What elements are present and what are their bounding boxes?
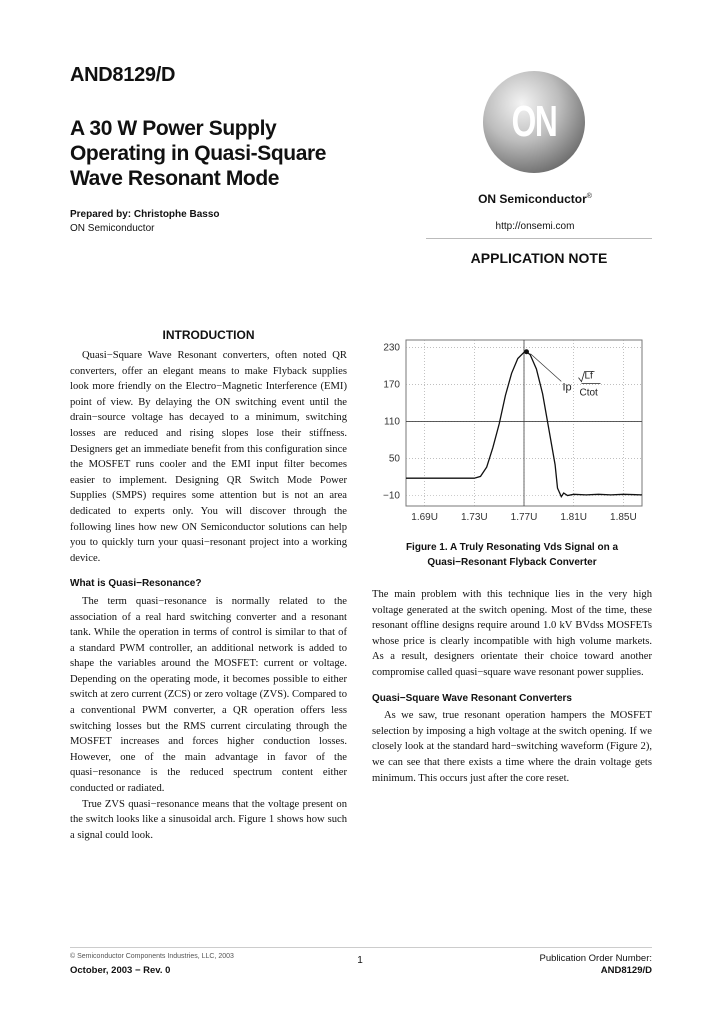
figure-1-chart — [372, 334, 652, 535]
right-column — [372, 587, 652, 786]
y-tick-label: 170 — [383, 379, 400, 391]
quasi-resonance-paragraph: The term quasi−resonance is normally related to the association of a real hard switching converter and a resonant tank. While the operation in terms of control is similar to that of a standard PWM controller, an additional network is added to shape the variables around the MOSFET: current or voltage. Depending on the operating mode, it becomes possible to either switch at zero current (ZCS) or zero voltage (ZVS). Compared to a conventional PWM converter, a QR operation offers less switching losses but the RMS current circulating through the MOSFET increases and forces higher conduction losses. However, one of the main advantage in favor of the quasi−resonance is the reduced spectrum content either conducted or radiated. — [70, 595, 347, 795]
peak-marker — [524, 349, 529, 354]
on-logo — [483, 71, 585, 173]
right-intro-paragraph: The main problem with this technique lies in the very high voltage generated at the switch opening. Most of the time, these resonant offline designs require around 1.0 kV BVdss MOSFETs whose price is clearly incompatible with high volume markets. As a result, designers orientate their choice toward another compromise called quasi−square wave resonant power supplies. — [372, 589, 652, 678]
x-tick-label: 1.69U — [411, 512, 438, 523]
quasi-resonance-paragraph: True ZVS quasi−resonance means that the voltage present on the switch looks like a sinusoidal arch. Figure 1 shows how such a signal could look. — [70, 798, 347, 841]
formula-ctot: Ctot — [579, 387, 598, 399]
author-company: ON Semiconductor — [70, 223, 155, 234]
formula-lf: Lf — [584, 370, 593, 382]
registered-mark: ® — [586, 193, 592, 200]
footer-divider — [70, 947, 652, 948]
x-tick-label: 1.85U — [610, 512, 637, 523]
publication-number: AND8129/D — [600, 965, 652, 976]
title-line: A 30 W Power Supply — [70, 117, 277, 140]
qsw-converters-paragraph: As we saw, true resonant operation hampers the MOSFET selection by imposing a high voltage at the switch opening. If we closely look at the standard hard−switching waveform (Figure 2), we can see that there exists a time where the drain voltage gets minimum. This occurs just after the core reset. — [372, 710, 652, 784]
x-tick-label: 1.81U — [560, 512, 588, 523]
document-number: AND8129/D — [70, 64, 176, 86]
introduction-heading: INTRODUCTION — [162, 328, 255, 342]
author-name: Christophe Basso — [133, 209, 220, 220]
publication-label: Publication Order Number: — [539, 953, 652, 964]
y-tick-label: −10 — [383, 490, 400, 502]
caption-line: Quasi−Resonant Flyback Converter — [427, 557, 597, 568]
website-link[interactable]: http://onsemi.com — [495, 221, 575, 232]
prepared-label: Prepared by: — [70, 209, 132, 220]
quasi-resonance-heading: What is Quasi−Resonance? — [70, 578, 202, 590]
vds-waveform-chart — [372, 334, 652, 530]
figure-1-caption — [372, 540, 652, 570]
caption-line: Figure 1. A Truly Resonating Vds Signal on a — [405, 542, 619, 553]
document-type: APPLICATION NOTE — [470, 250, 608, 266]
formula-ip: Ip — [562, 381, 572, 394]
y-tick-label: 110 — [384, 416, 400, 428]
company-name-text: ON Semiconductor — [478, 192, 587, 206]
left-column — [70, 348, 347, 843]
x-tick-label: 1.73U — [460, 512, 488, 523]
x-tick-label: 1.77U — [510, 512, 538, 523]
divider — [426, 238, 652, 239]
company-name — [440, 192, 630, 206]
logo-text: ON — [511, 97, 557, 146]
y-tick-label: 230 — [383, 342, 400, 354]
title-line: Wave Resonant Mode — [70, 167, 280, 190]
page-number: 1 — [357, 955, 363, 966]
author-block — [70, 208, 220, 236]
qsw-converters-heading: Quasi−Square Wave Resonant Converters — [372, 692, 572, 704]
introduction-paragraph: Quasi−Square Wave Resonant converters, often noted QR converters, offer an elegant means to make Flyback supplies look more friendly on the Electro−Magnetic Interference (EMI) point of view. By delaying the ON switching event until the drain−source voltage has decayed to a minimum, switching losses are reduced and rising slopes lose their stiffness. Designers get an immediate benefit from this configuration since the MOSFET runs cooler and the EMI input filter becomes easier to implement. Designing QR Switch Mode Power Supplies (SMPS) requires some attention but is not an area dedicated to experts only. You will discover through the following lines how new ON Semiconductor solutions can help you to quickly turn your quasi−resonant project into a working device. — [70, 350, 347, 564]
y-tick-label: 50 — [388, 453, 400, 465]
page-title — [70, 116, 400, 191]
title-line: Operating in Quasi-Square — [70, 142, 327, 165]
date-revision: October, 2003 − Rev. 0 — [70, 965, 171, 976]
copyright: © Semiconductor Components Industries, LLC, 2003 — [70, 953, 234, 960]
